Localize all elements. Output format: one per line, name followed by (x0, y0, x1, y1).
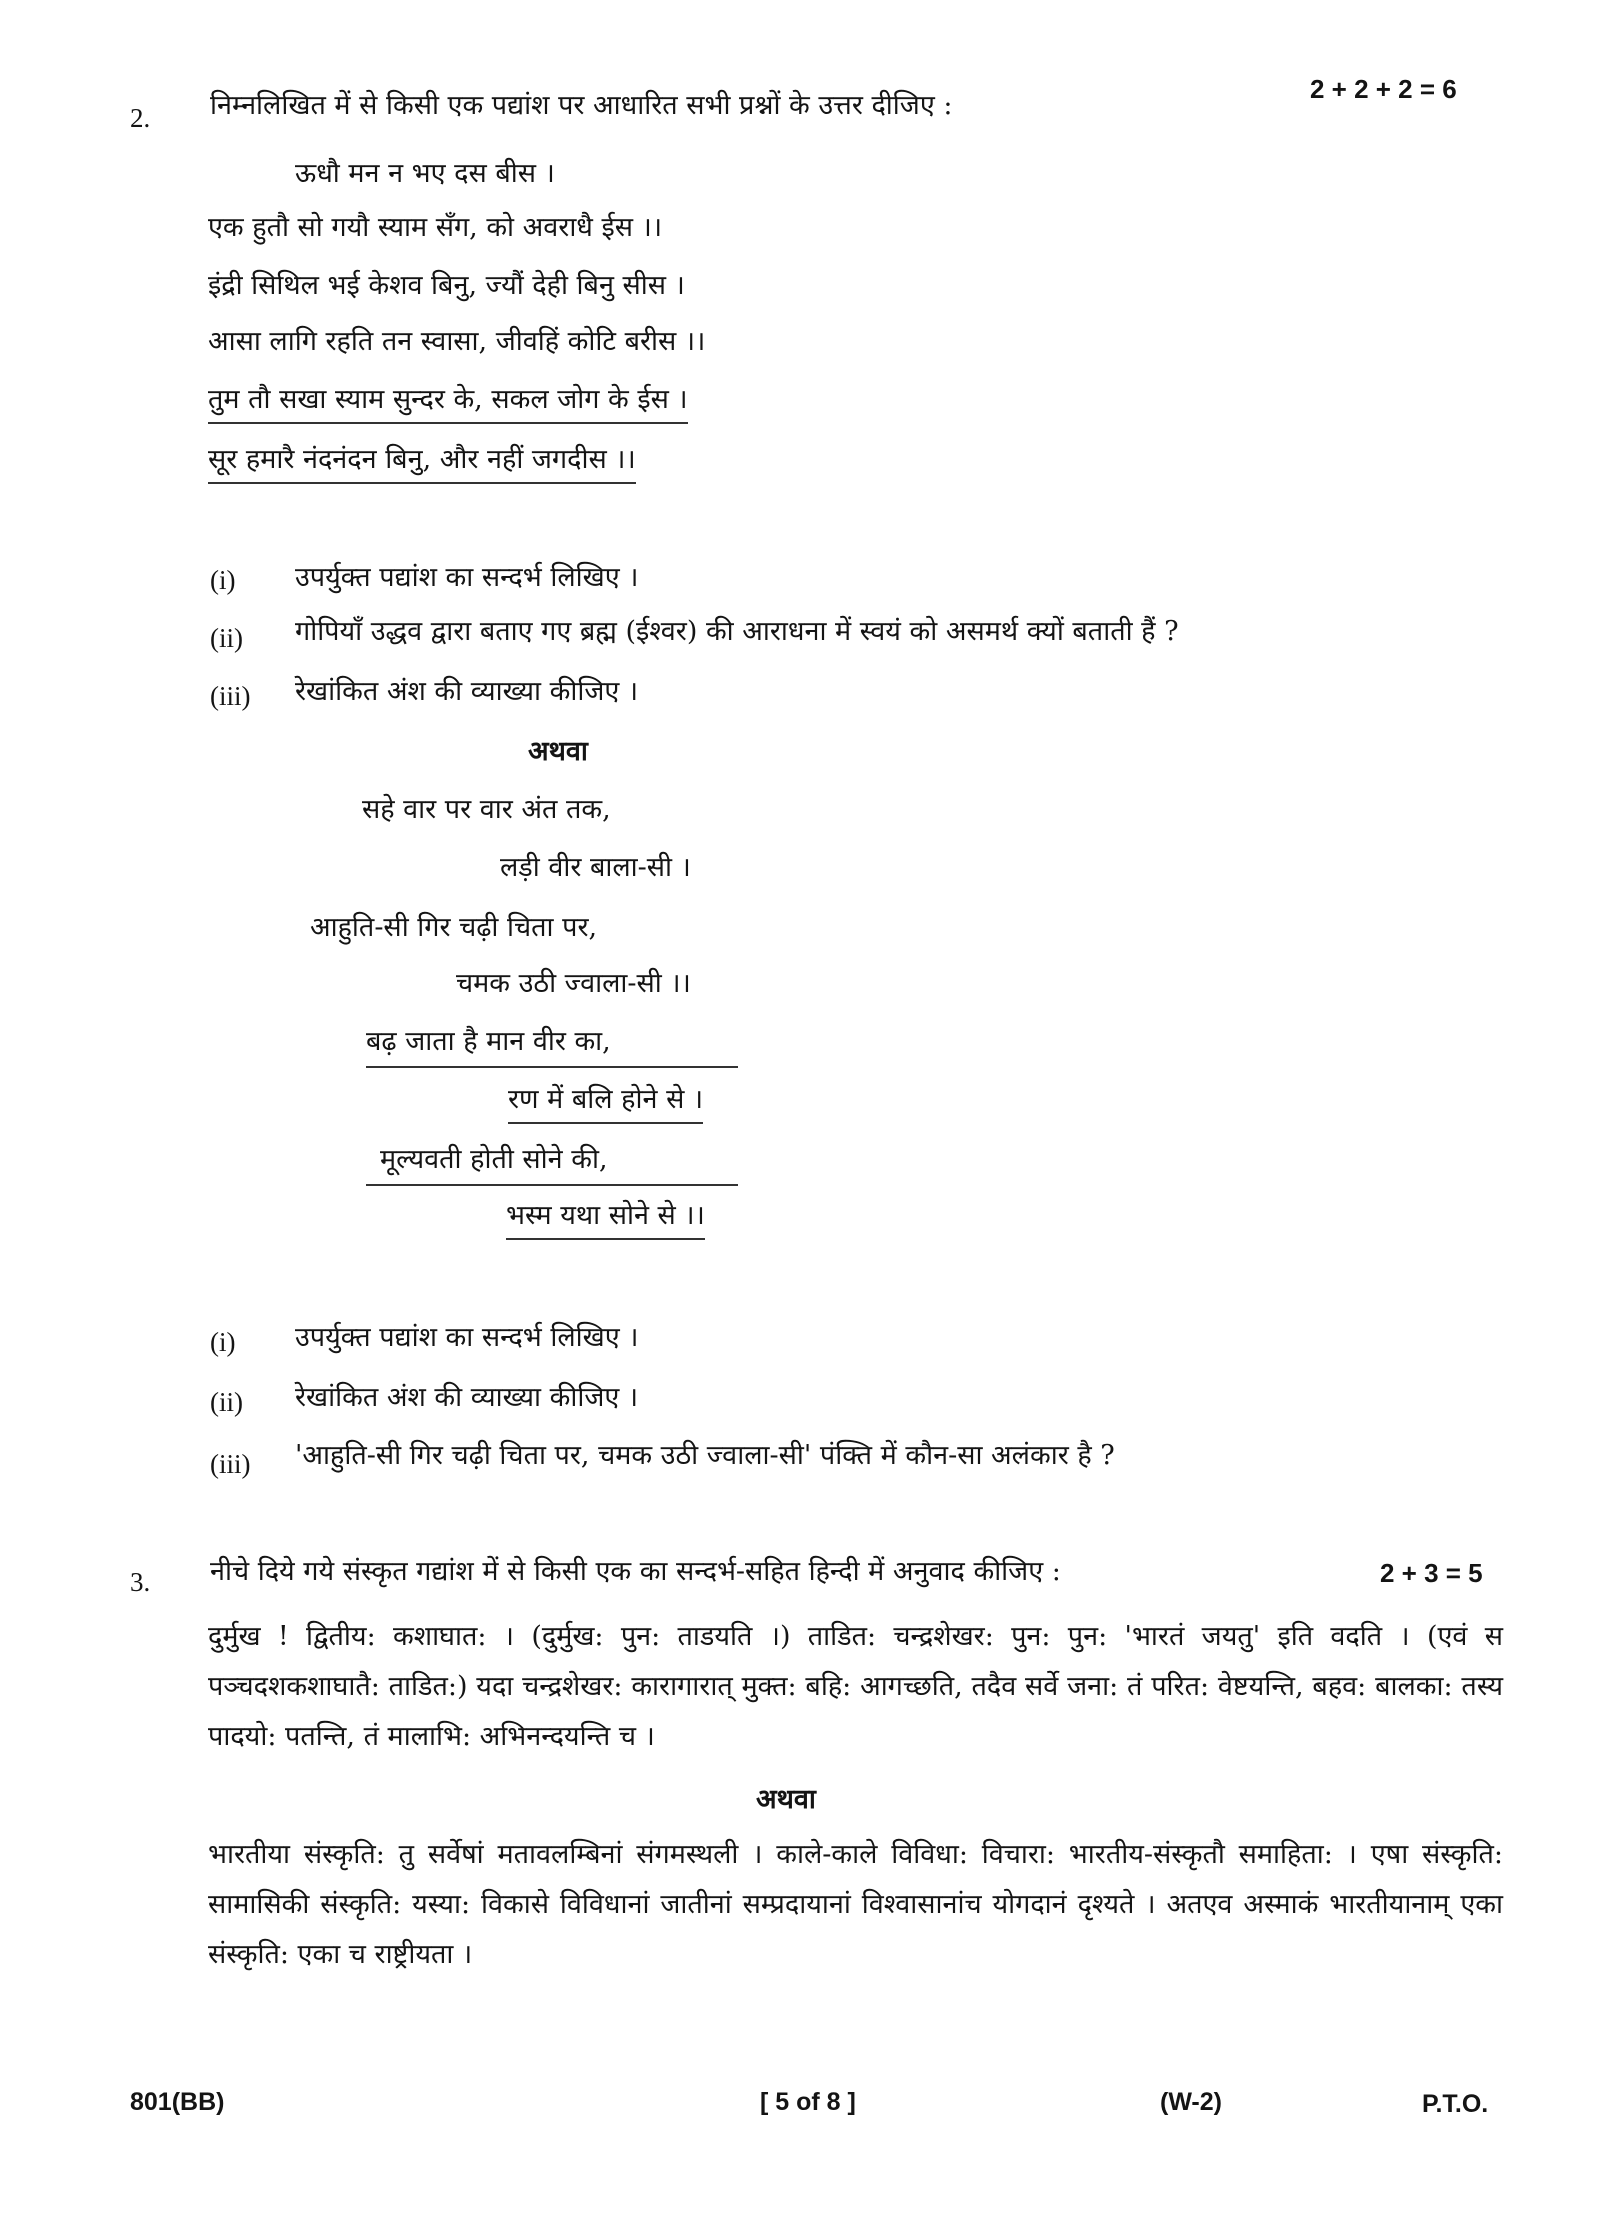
question-label: (ii) (210, 1387, 243, 1417)
paper-code: 801(BB) (130, 2088, 225, 2116)
question-label: (iii) (210, 1449, 251, 1479)
poem-1-underlined-line: तुम तौ सखा स्याम सुन्दर के, सकल जोग के ईस । (208, 382, 688, 424)
or-divider: अथवा (528, 736, 588, 767)
poem-1-line: आसा लागि रहति तन स्वासा, जीवहिं कोटि बरीस ।। (208, 326, 706, 357)
question-label: (ii) (210, 623, 243, 653)
sanskrit-passage-1: दुर्मुख ! द्वितीय: कशाघात: । (दुर्मुख: पुन: ताडयति ।) ताडित: चन्द्रशेखर: पुन: पुन: 'भारतं जयतु' इति वदति । (एवं स पञ्चदशकशाघातै: ताडित:) यदा चन्द्रशेखर: कारागारात् मुक्त: बहि: आगच्छति, तदैव सर्वे जना: तं परित: वेष्टयन्ति, बहव: बालका: तस्य पादयो: पतन्ति, तं मालाभि: अभिनन्दयन्ति च । (208, 1621, 1503, 1752)
poem-2-line: चमक उठी ज्वाला-सी ।। (456, 968, 691, 999)
question-2-instruction: निम्नलिखित में से किसी एक पद्यांश पर आधारित सभी प्रश्नों के उत्तर दीजिए : (210, 90, 953, 121)
question-3-number: 3. (130, 1567, 151, 1597)
poem-2-underlined-line: मूल्यवती होती सोने की, (380, 1144, 608, 1175)
poem-1-line: इंद्री सिथिल भई केशव बिनु, ज्यौं देही बिनु सीस । (208, 270, 685, 301)
series-code: (W-2) (1160, 2088, 1222, 2116)
poem-2-line: सहे वार पर वार अंत तक, (362, 794, 611, 825)
pto-label: P.T.O. (1422, 2090, 1489, 2118)
question-text: रेखांकित अंश की व्याख्या कीजिए । (295, 1382, 639, 1413)
question-text: उपर्युक्त पद्यांश का सन्दर्भ लिखिए । (295, 1322, 639, 1353)
poem-2-line: आहुति-सी गिर चढ़ी चिता पर, (310, 912, 598, 943)
question-3-instruction: नीचे दिये गये संस्कृत गद्यांश में से किसी एक का सन्दर्भ-सहित हिन्दी में अनुवाद कीजिए : (210, 1556, 1061, 1587)
poem-2-line: लड़ी वीर बाला-सी । (500, 852, 691, 883)
underline-rule (366, 1184, 738, 1186)
question-text: गोपियाँ उद्धव द्वारा बताए गए ब्रह्म (ईश्वर) की आराधना में स्वयं को असमर्थ क्यों बताती हैं ? (295, 616, 1179, 647)
page-number: [ 5 of 8 ] (760, 2088, 856, 2116)
poem-1-underlined-line: सूर हमारै नंदनंदन बिनु, और नहीं जगदीस ।। (208, 442, 636, 484)
poem-2-underlined-line: रण में बलि होने से । (508, 1082, 703, 1124)
sanskrit-passage-2: भारतीया संस्कृति: तु सर्वेषां मतावलम्बिनां संगमस्थली । काले-काले विविधा: विचारा: भारतीय-संस्कृतौ समाहिता: । एषा संस्कृति: सामासिकी संस्कृति: यस्या: विकासे विविधानां जातीनां सम्प्रदायानां विश्वासानांच योगदानं दृश्यते । अतएव अस्माकं भारतीयानाम् एका संस्कृति: एका च राष्ट्रीयता । (208, 1839, 1503, 1970)
question-label: (iii) (210, 681, 251, 711)
question-label: (i) (210, 1327, 236, 1357)
poem-2-underlined-line: बढ़ जाता है मान वीर का, (366, 1026, 611, 1057)
or-divider: अथवा (756, 1784, 816, 1815)
question-3-marks: 2 + 3 = 5 (1380, 1558, 1483, 1588)
question-text: उपर्युक्त पद्यांश का सन्दर्भ लिखिए । (295, 562, 639, 593)
poem-2-underlined-line: भस्म यथा सोने से ।। (506, 1198, 705, 1240)
question-label: (i) (210, 565, 236, 595)
question-text: 'आहुति-सी गिर चढ़ी चिता पर, चमक उठी ज्वाला-सी' पंक्ति में कौन-सा अलंकार है ? (295, 1440, 1115, 1471)
question-2-marks: 2 + 2 + 2 = 6 (1310, 74, 1457, 104)
poem-1-line: ऊधौ मन न भए दस बीस । (295, 158, 555, 189)
question-text: रेखांकित अंश की व्याख्या कीजिए । (295, 676, 639, 707)
underline-rule (366, 1066, 738, 1068)
poem-1-line: एक हुतौ सो गयौ स्याम सँग, को अवराधै ईस ।। (208, 212, 663, 243)
question-2-number: 2. (130, 103, 151, 133)
